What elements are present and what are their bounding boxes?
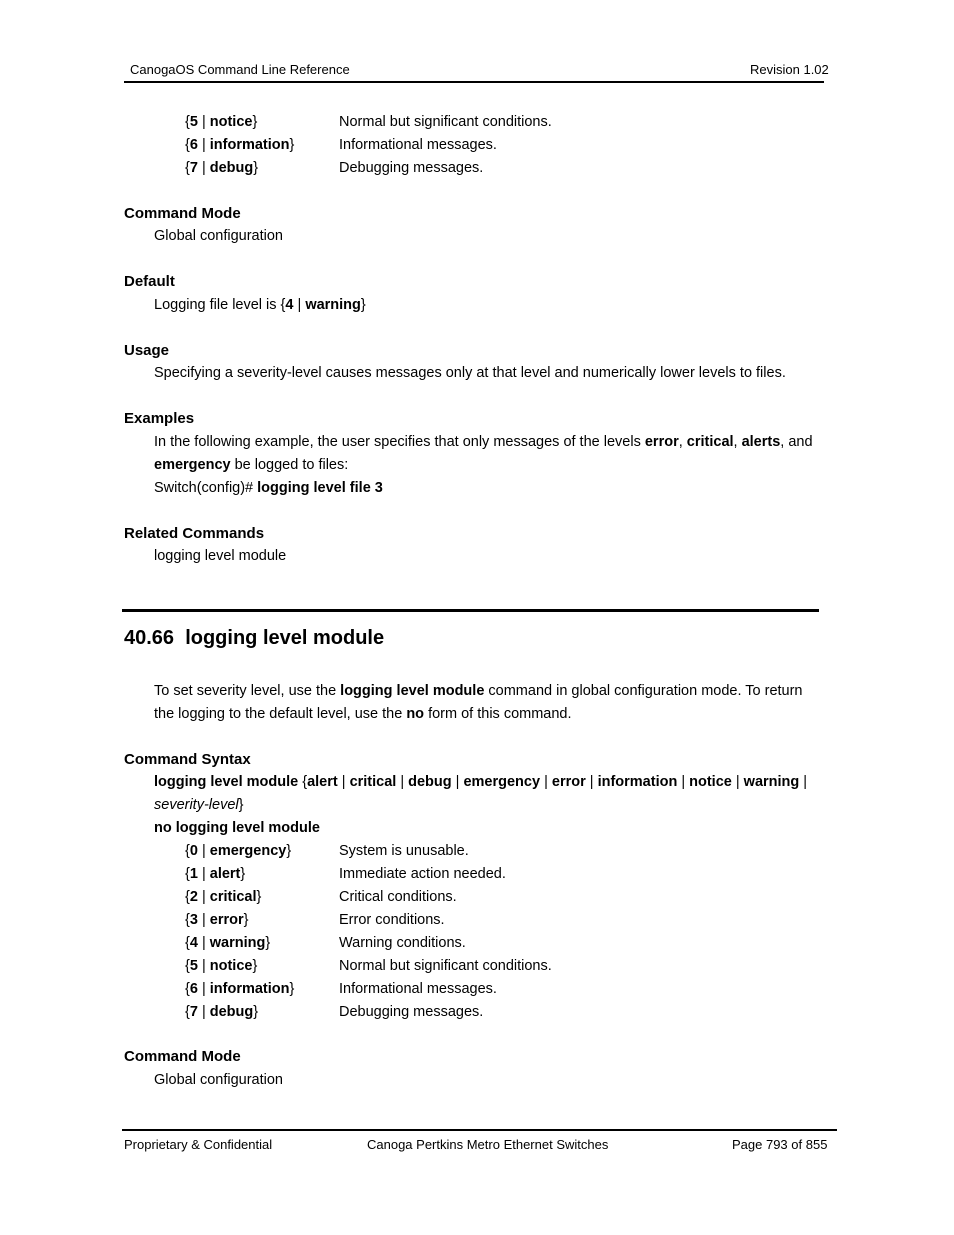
option-description: Error conditions. <box>339 912 445 928</box>
option-name: notice <box>209 114 253 130</box>
footer-confidential: Proprietary & Confidential <box>124 1137 273 1152</box>
prev-usage-text: Specifying a severity-level causes messages only at that level and numerically lower levels to files. <box>154 365 786 381</box>
option-description: Debugging messages. <box>339 1004 484 1020</box>
option-description: Normal but significant conditions. <box>339 114 552 130</box>
option-code: {6 | information} <box>185 981 295 997</box>
option-description: Informational messages. <box>339 137 497 153</box>
command-mode-heading: Command Mode <box>124 1048 241 1065</box>
prev-default-text: Logging file level is {4 | warning} <box>154 297 366 313</box>
option-name: critical <box>209 889 257 905</box>
option-description: Informational messages. <box>339 981 497 997</box>
option-name: warning <box>209 935 266 951</box>
syntax-option: notice <box>689 774 732 790</box>
option-description: Immediate action needed. <box>339 866 506 882</box>
prev-example-command: Switch(config)# logging level file 3 <box>154 480 383 496</box>
prev-command-mode-heading: Command Mode <box>124 205 241 222</box>
syntax-option: warning <box>743 774 800 790</box>
command-mode-text: Global configuration <box>154 1072 283 1088</box>
prev-default-heading: Default <box>124 273 175 290</box>
option-code: {7 | debug} <box>185 160 259 176</box>
intro-line-2: the logging to the default level, use the no form of this command. <box>154 706 572 722</box>
footer-product: Canoga Pertkins Metro Ethernet Switches <box>367 1137 609 1152</box>
option-description: Warning conditions. <box>339 935 466 951</box>
option-code: {6 | information} <box>185 137 295 153</box>
option-number: 4 <box>189 935 198 951</box>
option-name: error <box>209 912 244 928</box>
syntax-option: error <box>551 774 586 790</box>
option-name: emergency <box>209 843 287 859</box>
option-name: debug <box>209 160 254 176</box>
option-number: 6 <box>189 981 198 997</box>
prev-command-mode-text: Global configuration <box>154 228 283 244</box>
command-syntax-heading: Command Syntax <box>124 751 251 768</box>
option-code: {5 | notice} <box>185 114 258 130</box>
intro-line-1: To set severity level, use the logging level module command in global configuration mode. To return <box>154 683 803 699</box>
syntax-line-2: severity-level} <box>154 797 244 813</box>
header-rule <box>124 81 824 83</box>
option-number: 7 <box>189 160 198 176</box>
prev-examples-heading: Examples <box>124 410 195 427</box>
option-description: System is unusable. <box>339 843 469 859</box>
option-description: Debugging messages. <box>339 160 484 176</box>
syntax-separator: | <box>799 774 808 790</box>
option-code: {3 | error} <box>185 912 249 928</box>
header-title: CanogaOS Command Line Reference <box>130 62 350 77</box>
option-number: 2 <box>189 889 198 905</box>
syntax-line-1 <box>154 773 807 791</box>
syntax-separator: | <box>337 774 350 790</box>
option-code: {1 | alert} <box>185 866 246 882</box>
option-description: Critical conditions. <box>339 889 457 905</box>
option-code: {4 | warning} <box>185 935 271 951</box>
option-code: {5 | notice} <box>185 958 258 974</box>
prev-related-text: logging level module <box>154 548 287 564</box>
syntax-separator: | <box>451 774 464 790</box>
option-number: 5 <box>189 958 198 974</box>
syntax-option: alert <box>307 774 338 790</box>
syntax-option: debug <box>408 774 452 790</box>
option-code: {2 | critical} <box>185 889 262 905</box>
syntax-separator: | <box>677 774 690 790</box>
syntax-separator: | <box>540 774 552 790</box>
option-name: debug <box>209 1004 254 1020</box>
syntax-open-brace: { <box>298 774 308 790</box>
section-title: 40.66 logging level module <box>124 627 385 649</box>
option-number: 5 <box>189 114 198 130</box>
option-name: notice <box>209 958 253 974</box>
option-number: 6 <box>189 137 198 153</box>
option-code: {7 | debug} <box>185 1004 259 1020</box>
syntax-separator: | <box>585 774 598 790</box>
syntax-separator: | <box>731 774 744 790</box>
section-rule <box>122 609 819 612</box>
prev-usage-heading: Usage <box>124 342 170 359</box>
footer-rule <box>122 1129 837 1131</box>
syntax-command: logging level module <box>154 774 299 790</box>
option-number: 0 <box>189 843 198 859</box>
option-name: information <box>209 137 290 153</box>
option-number: 7 <box>189 1004 198 1020</box>
option-name: alert <box>209 866 241 882</box>
prev-example-line-2: emergency be logged to files: <box>154 457 349 473</box>
syntax-option: critical <box>349 774 397 790</box>
prev-related-heading: Related Commands <box>124 525 265 542</box>
option-code: {0 | emergency} <box>185 843 292 859</box>
syntax-option: emergency <box>463 774 541 790</box>
no-form-syntax: no logging level module <box>154 820 320 836</box>
prev-example-line-1: In the following example, the user specifies that only messages of the levels error, critical, alerts, and <box>154 434 813 450</box>
option-number: 1 <box>189 866 198 882</box>
header-revision: Revision 1.02 <box>750 62 829 77</box>
syntax-option: information <box>597 774 678 790</box>
option-number: 3 <box>189 912 198 928</box>
syntax-separator: | <box>396 774 409 790</box>
option-name: information <box>209 981 290 997</box>
footer-page-number: Page 793 of 855 <box>732 1137 828 1152</box>
option-description: Normal but significant conditions. <box>339 958 552 974</box>
